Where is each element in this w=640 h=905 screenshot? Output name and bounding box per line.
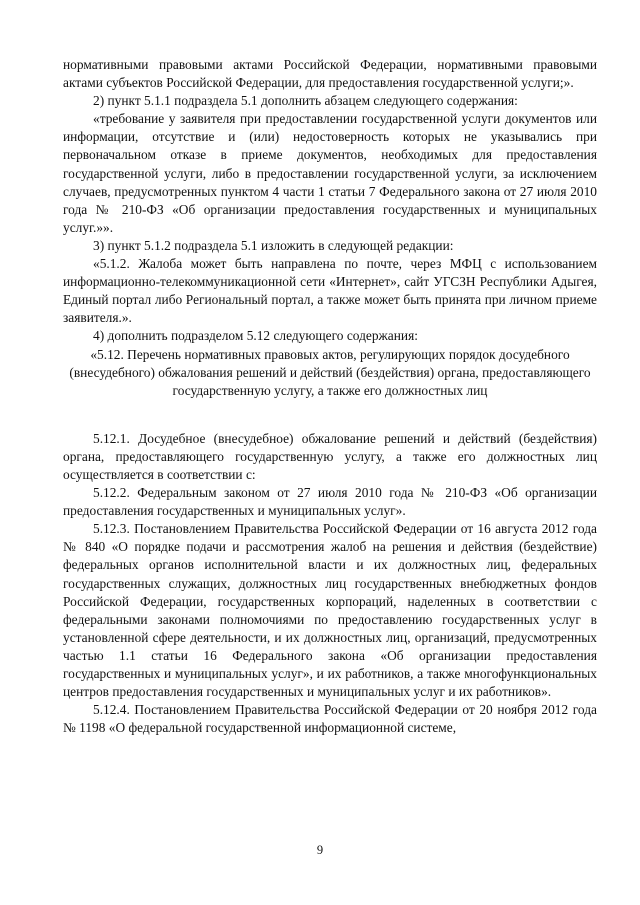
paragraph-item-2: 2) пункт 5.1.1 подраздела 5.1 дополнить абзацем следующего содержания:: [93, 93, 518, 109]
blank-line: [63, 400, 597, 430]
paragraph-5-12-1: 5.12.1. Досудебное (внесудебное) обжалование решений и действий (бездействия) органа, предоставляющего государственную услугу, а также его должностных лиц осуществляется в соответствии с:: [63, 430, 597, 482]
section-heading: «5.12. Перечень нормативных правовых актов, регулирующих порядок досудебного (внесудебного) обжалования решений и действий (бездействия) органа, предоставляющего государственную услугу, а также его должностных лиц: [69, 346, 591, 398]
paragraph-quote-complaint: «5.1.2. Жалоба может быть направлена по почте, через МФЦ с использованием информационно-телекоммуникационной сети «Интернет», сайт УГСЗН Республики Адыгея, Единый портал либо Региональный портал, а также может быть принята при личном приеме заявителя.».: [63, 256, 597, 326]
document-page: [63, 56, 597, 737]
paragraph-5-12-2: 5.12.2. Федеральным законом от 27 июля 2010 года № 210-ФЗ «Об организации предоставления государственных и муниципальных услуг».: [63, 485, 597, 519]
paragraph-5-12-3: 5.12.3. Постановлением Правительства Российской Федерации от 16 августа 2012 года № 840 «О порядке подачи и рассмотрения жалоб на решения и действия (бездействие) федеральных органов исполнительной власти и их должностных лиц, федеральных государственных служащих, должностных лиц государственных внебюджетных фондов Российской Федерации, государственных корпораций, наделенных в соответствии с федеральными законами полномочиями по предоставлению государственных услуг в установленной сфере деятельности, и их должностных лиц, организаций, предусмотренных частью 1.1 статьи 16 Федерального закона «Об организации предоставления государственных и муниципальных услуг», и их работников, а также многофункциональных центров предоставления государственных и муниципальных услуг и их работников».: [63, 521, 597, 700]
paragraph-5-12-4: 5.12.4. Постановлением Правительства Российской Федерации от 20 ноября 2012 года № 1198 «О федеральной государственной информационной системе,: [63, 702, 597, 736]
paragraph-continuation: нормативными правовыми актами Российской Федерации, нормативными правовыми актами субъектов Российской Федерации, для предоставления государственной услуги;».: [63, 57, 597, 91]
paragraph-item-3: 3) пункт 5.1.2 подраздела 5.1 изложить в следующей редакции:: [93, 237, 454, 253]
paragraph-quote-requirement: «требование у заявителя при предоставлении государственной услуги документов или информации, отсутствие и (или) недостоверность которых не указывались при первоначальном отказе в приеме документов, необходимых для предоставления государственной услуги, либо в предоставлении государственной услуги, за исключением случаев, предусмотренных пунктом 4 части 1 статьи 7 Федерального закона от 27 июля 2010 года № 210-ФЗ «Об организации предоставления государственных и муниципальных услуг.»».: [63, 111, 597, 235]
paragraph-item-4: 4) дополнить подразделом 5.12 следующего содержания:: [93, 328, 418, 344]
page-number: 9: [316, 843, 324, 857]
